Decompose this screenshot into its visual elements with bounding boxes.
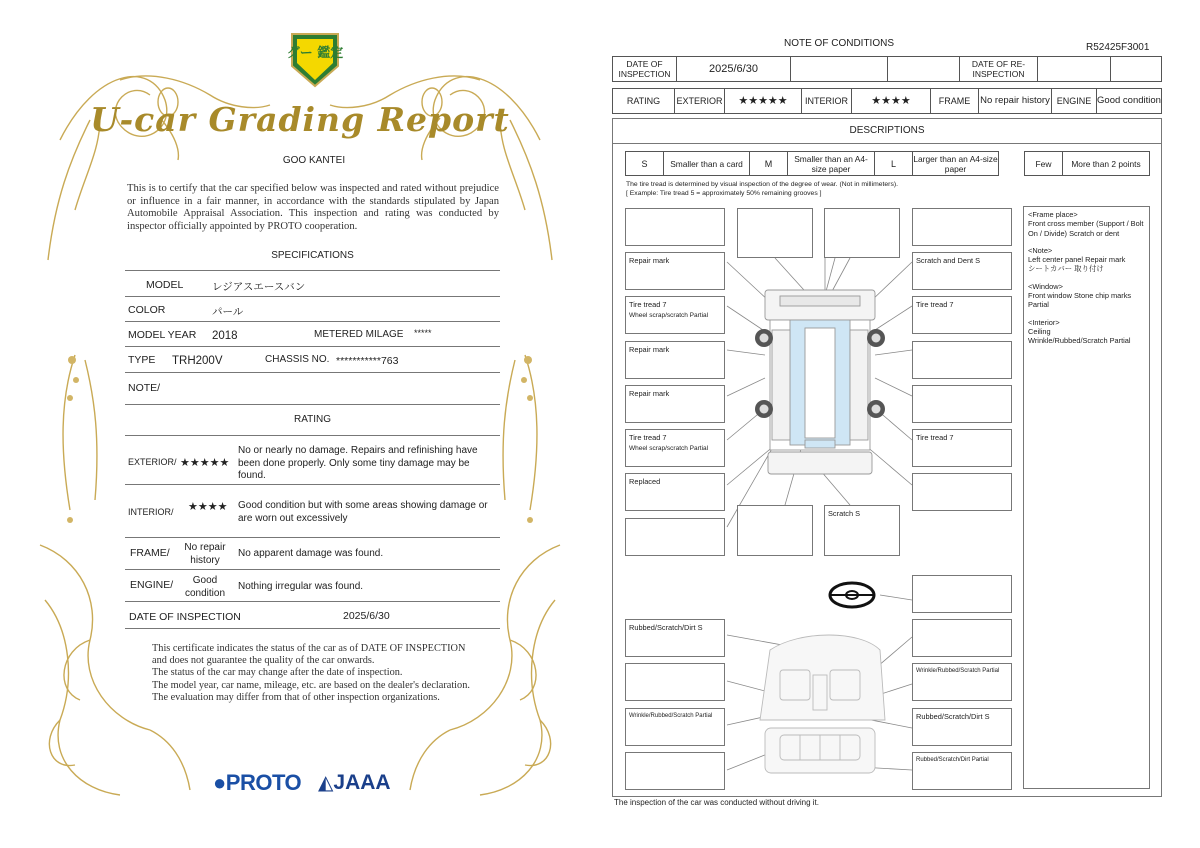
exterior-stars: ★★★★★ [725, 89, 802, 113]
comment-interior: <Interior> Ceiling Wrinkle/Rubbed/Scratch Partial [1028, 317, 1131, 346]
certificate-subtitle: GOO KANTEI [282, 155, 346, 166]
legend-few-desc: More than 2 points [1071, 158, 1141, 169]
engine-label: ENGINE [1052, 89, 1097, 113]
exterior-label: EXTERIOR [675, 89, 725, 113]
footer-line: This certificate indicates the status of the car as of DATE OF INSPECTION and does not guarantee the quality of the car onwards. [152, 643, 466, 667]
divider [125, 372, 500, 373]
exterior-stars: ★★★★★ [180, 457, 230, 469]
type-label: TYPE [128, 354, 156, 366]
metered-label: METERED MILAGE [314, 329, 404, 340]
box-label: Wrinkle/Rubbed/Scratch Partial [629, 713, 713, 719]
damage-box [625, 473, 725, 511]
tire-box [912, 296, 1012, 334]
engine-value: Good condition [1097, 95, 1161, 106]
legend-l-desc: Larger than an A4-size paper [913, 153, 998, 174]
date-of-reinspection-label: DATE OF RE-INSPECTION [960, 57, 1038, 81]
divider [125, 484, 500, 485]
box-label: Tire tread 7 [629, 433, 667, 442]
exterior-description: No or nearly no damage. Repairs and refinishing have been done properly. Only some tiny damage may be found. [238, 445, 478, 481]
box-label: Tire tread 7 [916, 433, 954, 442]
tire-box [912, 429, 1012, 467]
note-of-conditions [600, 0, 1200, 848]
box-label: Tire tread 7 [916, 300, 954, 309]
model-label: MODEL [146, 279, 184, 291]
comment-note: <Note> Left center panel Repair mark シートカバー 取り付け [1028, 245, 1126, 274]
interior-box [912, 752, 1012, 790]
certificate-footer [152, 643, 482, 704]
box-label: Repair mark [629, 256, 670, 265]
damage-box [824, 208, 900, 258]
inspection-footer-note: The inspection of the car was conducted without driving it. [614, 798, 819, 807]
model-value: レジアスエースバン [212, 281, 306, 293]
frame-value: No repair history [184, 542, 226, 566]
interior-box [625, 663, 725, 701]
damage-box [912, 575, 1012, 613]
jaaa-logo-text: JAAA [333, 771, 391, 794]
divider [125, 270, 500, 271]
legend-few: Few [1025, 152, 1063, 175]
report-code: R52425F3001 [1086, 42, 1150, 53]
interior-label: INTERIOR [802, 89, 852, 113]
interior-box [625, 619, 725, 657]
jaaa-logo [318, 770, 391, 795]
rating-heading: RATING [293, 414, 332, 425]
frame-value: No repair history [979, 89, 1052, 113]
specifications-heading: SPECIFICATIONS [271, 250, 354, 261]
box-label: Tire tread 7 [629, 300, 667, 309]
box-label: Repair mark [629, 345, 670, 354]
damage-box [625, 385, 725, 423]
date-of-inspection-label: DATE OF INSPECTION [129, 611, 241, 623]
legend-s: S [626, 152, 664, 175]
color-value: パール [212, 306, 244, 318]
exterior-label: EXTERIOR/ [128, 457, 177, 467]
damage-box [824, 505, 900, 556]
footer-line: The evaluation may differ from that of other inspection organizations. [152, 691, 440, 703]
interior-box [912, 708, 1012, 746]
proto-mark-icon: ● [213, 770, 226, 795]
damage-box [912, 473, 1012, 511]
chassis-label: CHASSIS NO. [265, 354, 330, 365]
box-label: Scratch S [828, 509, 861, 518]
interior-description: Good condition but with some areas showing damage or are worn out excessively [238, 500, 488, 524]
divider [125, 296, 500, 297]
tire-box [625, 429, 725, 467]
damage-box [912, 252, 1012, 290]
engine-value: Good condition [184, 575, 226, 599]
metered-value: ***** [414, 328, 432, 338]
goo-kantei-badge [286, 30, 344, 90]
color-label: COLOR [128, 304, 166, 316]
damage-box [912, 341, 1012, 379]
legend-s-desc: Smaller than a card [664, 152, 750, 175]
box-label: Rubbed/Scratch/Dirt S [916, 712, 990, 721]
divider [125, 435, 500, 436]
box-label: Repair mark [629, 389, 670, 398]
comments-panel [1023, 206, 1150, 789]
frame-label: FRAME [931, 89, 979, 113]
legend-m-desc: Smaller than an A4-size paper [788, 152, 875, 175]
engine-label: ENGINE/ [130, 579, 174, 591]
tire-note-line: The tire tread is determined by visual inspection of the degree of wear. (Not in millimeters). [626, 181, 898, 188]
comment-frame-place: <Frame place> Front cross member (Support / Bolt On / Divide) Scratch or dent [1028, 210, 1144, 238]
box-label: Rubbed/Scratch/Dirt S [629, 623, 703, 632]
tire-box [625, 296, 725, 334]
descriptions-heading: DESCRIPTIONS [612, 118, 1162, 144]
box-label: Rubbed/Scratch/Dirt Partial [916, 757, 989, 763]
frame-description: No apparent damage was found. [238, 548, 384, 559]
interior-label: INTERIOR/ [128, 507, 174, 517]
damage-box [737, 208, 813, 258]
interior-box [625, 752, 725, 790]
interior-box [912, 619, 1012, 657]
box-label: Replaced [629, 477, 661, 486]
type-value: TRH200V [172, 355, 223, 367]
divider [125, 569, 500, 570]
divider [125, 346, 500, 347]
jaaa-mark-icon: ◭ [318, 772, 334, 794]
date-of-inspection-value: 2025/6/30 [343, 610, 390, 622]
divider [125, 404, 500, 405]
box-sublabel: Wheel scrap/scratch Partial [629, 445, 709, 452]
date-of-inspection-label: DATE OF INSPECTION [613, 57, 677, 81]
damage-box [912, 385, 1012, 423]
proto-logo [213, 770, 301, 796]
footer-line: The model year, car name, mileage, etc. are based on the dealer's declaration. [152, 679, 470, 691]
date-of-inspection-value: 2025/6/30 [677, 57, 791, 81]
proto-logo-text: PROTO [225, 770, 302, 795]
comment-window: <Window> Front window Stone chip marks Partial [1028, 281, 1132, 310]
model-year-label: MODEL YEAR [128, 329, 197, 341]
engine-description: Nothing irregular was found. [238, 581, 364, 592]
divider [125, 601, 500, 602]
model-year-value: 2018 [212, 330, 238, 342]
damage-box [737, 505, 813, 556]
tire-note-line: [ Example: Tire tread 5 = approximately 50% remaining grooves ] [626, 190, 822, 197]
divider [125, 537, 500, 538]
interior-box [625, 708, 725, 746]
frame-label: FRAME/ [130, 547, 170, 559]
damage-box [625, 252, 725, 290]
certificate-title: U-car Grading Report [90, 100, 510, 139]
damage-box [625, 341, 725, 379]
legend-m: M [750, 152, 788, 175]
box-sublabel: Wheel scrap/scratch Partial [629, 312, 709, 319]
badge-text: グー 鑑定 [286, 46, 344, 61]
legend-l: L [875, 152, 913, 175]
interior-stars: ★★★★ [188, 501, 228, 513]
chassis-value: ***********763 [336, 355, 399, 367]
damage-box [625, 208, 725, 246]
damage-box [625, 518, 725, 556]
note-label: NOTE/ [128, 382, 161, 394]
conditions-title: NOTE OF CONDITIONS [784, 38, 894, 49]
box-label: Wrinkle/Rubbed/Scratch Partial [916, 668, 1000, 674]
certificate-intro: This is to certify that the car specified below was inspected and rated without prejudice or influence in a fair manner, in accordance with the standards stipulated by Japan Automobile Appraisal Association. This inspection and rating was conducted by inspector officially appointed by PROTO cooperation. [127, 183, 499, 232]
interior-stars: ★★★★ [852, 89, 931, 113]
interior-box [912, 663, 1012, 701]
footer-line: The status of the car may change after the date of inspection. [152, 667, 403, 679]
divider [125, 321, 500, 322]
damage-box [912, 208, 1012, 246]
divider [125, 628, 500, 629]
box-label: Scratch and Dent S [916, 256, 981, 265]
rating-label: RATING [613, 89, 675, 113]
